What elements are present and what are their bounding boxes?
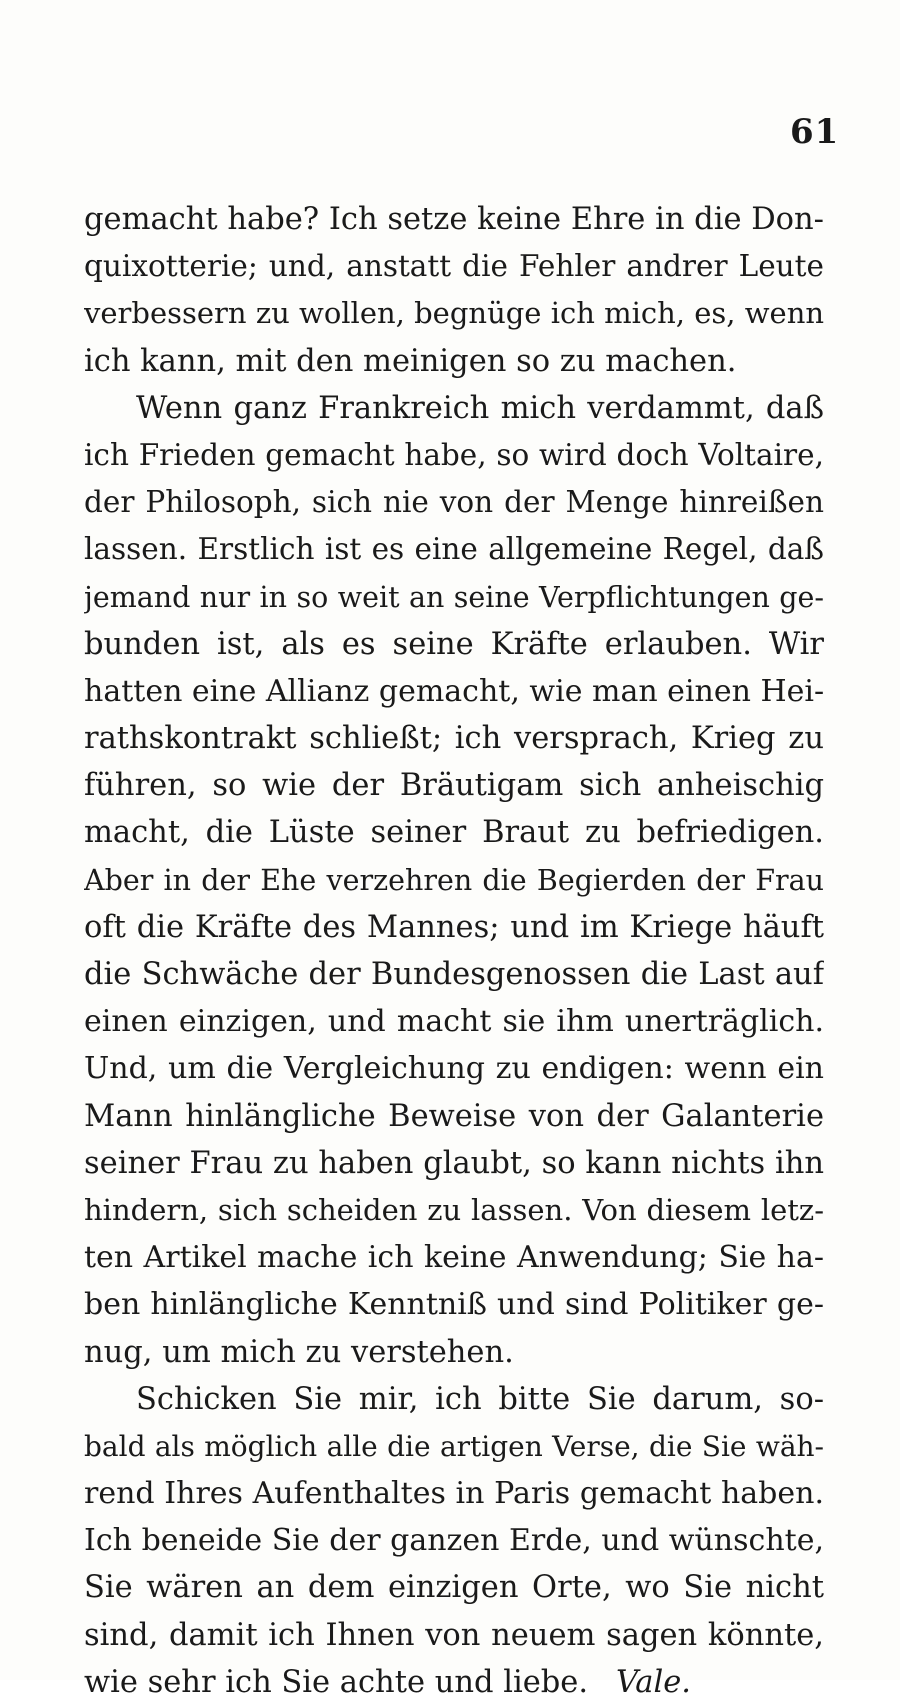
text-line: Wenn ganz Frankreich mich verdammt, daß (136, 390, 824, 426)
text-line: lassen. Erstlich ist es eine allgemeine Regel, daß (84, 532, 824, 567)
text-line: gemacht habe? Ich setze keine Ehre in die Don- (84, 202, 824, 237)
text-line: hindern, sich scheiden zu lassen. Von diesem letz- (84, 1192, 824, 1227)
text-line: rend Ihres Aufenthaltes in Paris gemacht haben. (84, 1476, 824, 1512)
page-number: 61 (790, 112, 840, 152)
text-line: nug, um mich zu verstehen. (84, 1334, 514, 1370)
body-text (84, 196, 824, 1706)
text-line: die Schwäche der Bundesgenossen die Last auf (84, 957, 824, 992)
text-line: quixotterie; und, anstatt die Fehler andrer Leute (84, 249, 824, 284)
text-line: Sie wären an dem einzigen Orte, wo Sie nicht (84, 1570, 824, 1606)
text-line: Und, um die Vergleichung zu endigen: wenn ein (84, 1051, 824, 1087)
text-line: Schicken Sie mir, ich bitte Sie darum, so- (136, 1381, 824, 1417)
text-line: verbessern zu wollen, begnüge ich mich, es, wenn (84, 296, 824, 331)
text-line: oft die Kräfte des Mannes; und im Kriege häuft (84, 909, 824, 945)
text-line: ten Artikel mache ich keine Anwendung; Sie ha- (84, 1240, 824, 1276)
text-line: ben hinlängliche Kenntniß und sind Politiker ge- (84, 1287, 824, 1323)
text-line: der Philosoph, sich nie von der Menge hinreißen (84, 485, 824, 520)
text-line: bald als möglich alle die artigen Verse, die Sie wäh- (84, 1429, 824, 1463)
closing-salutation: Vale. (616, 1664, 691, 1700)
text-line: seiner Frau zu haben glaubt, so kann nichts ihn (84, 1145, 824, 1181)
text-line: führen, so wie der Bräutigam sich anheischig (84, 768, 824, 804)
text-line: ich Frieden gemacht habe, so wird doch Voltaire, (84, 437, 824, 472)
text-line: einen einzigen, und macht sie ihm unerträglich. (84, 1004, 824, 1040)
text-line: bunden ist, als es seine Kräfte erlauben. Wir (84, 626, 824, 662)
text-line: jemand nur in so weit an seine Verpflichtungen ge- (84, 580, 824, 614)
text-line: Aber in der Ehe verzehren die Begierden der Frau (84, 863, 824, 897)
text-line: Mann hinlängliche Beweise von der Galanterie (84, 1098, 824, 1134)
text-line: hatten eine Allianz gemacht, wie man einen Hei- (84, 673, 824, 709)
closing-line (84, 1659, 824, 1706)
text-line: sind, damit ich Ihnen von neuem sagen könnte, (84, 1617, 824, 1653)
closing-line-text: wie sehr ich Sie achte und liebe. (84, 1664, 589, 1700)
text-line: ich kann, mit den meinigen so zu machen. (84, 343, 737, 379)
text-line: macht, die Lüste seiner Braut zu befriedigen. (84, 815, 824, 851)
text-line: rathskontrakt schließt; ich versprach, Krieg zu (84, 721, 824, 757)
text-line: Ich beneide Sie der ganzen Erde, und wünschte, (84, 1523, 824, 1559)
